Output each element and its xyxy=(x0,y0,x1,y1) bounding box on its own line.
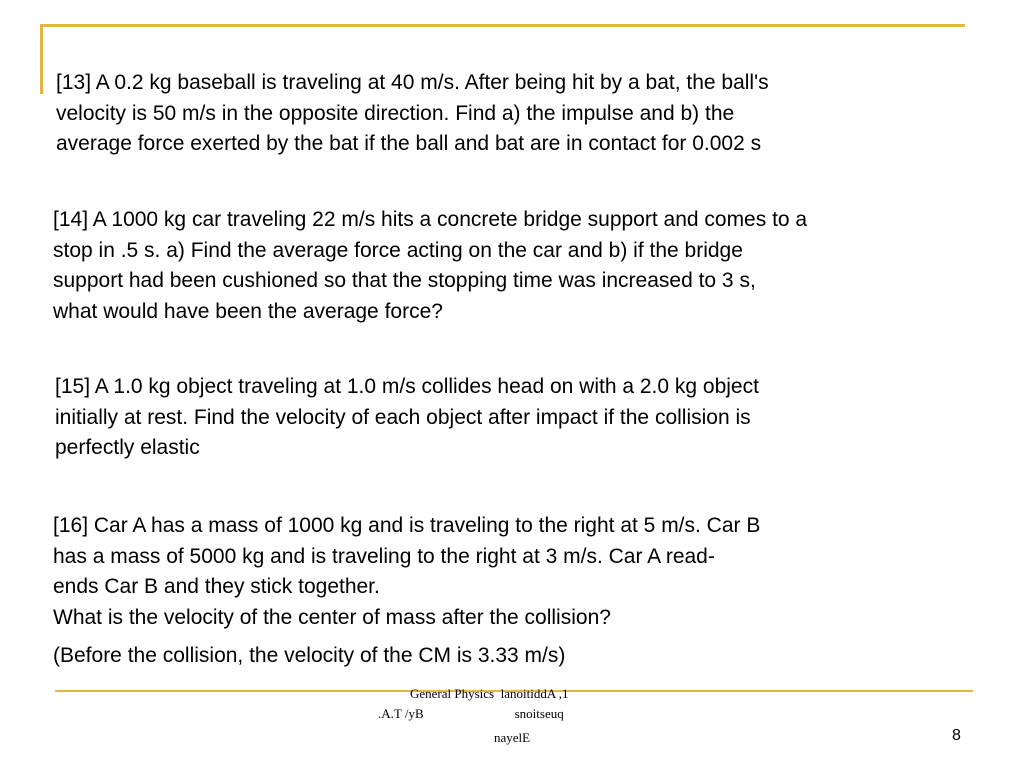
problem-14-line: what would have been the average force? xyxy=(53,299,443,323)
problem-14-line: stop in .5 s. a) Find the average force acting on the car and b) if the bridge xyxy=(53,238,743,262)
problem-16-note: (Before the collision, the velocity of the CM is 3.33 m/s) xyxy=(53,644,566,667)
top-accent-rule xyxy=(40,24,965,27)
problem-16-question: What is the velocity of the center of mass after the collision? xyxy=(53,606,611,629)
problem-14 xyxy=(53,205,807,327)
left-accent-rule xyxy=(40,24,43,94)
problem-16-line: [16] Car A has a mass of 1000 kg and is traveling to the right at 5 m/s. Car B xyxy=(53,514,761,537)
problem-15-line: perfectly elastic xyxy=(55,436,200,459)
problem-13-line: average force exerted by the bat if the ball and bat are in contact for 0.002 s xyxy=(56,132,762,155)
problem-16-line: ends Car B and they stick together. xyxy=(53,575,380,598)
problem-14-line: [14] A 1000 kg car traveling 22 m/s hits a concrete bridge support and comes to a xyxy=(53,208,808,231)
footer-line: nayelE xyxy=(494,730,531,745)
problem-15-line: initially at rest. Find the velocity of each object after impact if the collision is xyxy=(55,405,751,429)
problem-13-line: [13] A 0.2 kg baseball is traveling at 40 m/s. After being hit by a bat, the ball's xyxy=(56,71,769,94)
footer-line: General Physics lanoitiddA ,1 xyxy=(410,686,569,701)
problem-15-line: [15] A 1.0 kg object traveling at 1.0 m/s collides head on with a 2.0 kg object xyxy=(55,375,759,398)
problem-15 xyxy=(55,372,759,464)
problem-16-line: has a mass of 5000 kg and is traveling to the right at 3 m/s. Car A read- xyxy=(53,544,715,568)
page-number: 8 xyxy=(952,727,961,744)
problem-13-line: velocity is 50 m/s in the opposite direction. Find a) the impulse and b) the xyxy=(56,101,735,125)
problem-13 xyxy=(56,68,769,160)
footer-line: .A.T /yB snoitseuq xyxy=(378,706,564,721)
problem-16 xyxy=(53,511,760,603)
problem-14-line: support had been cushioned so that the stopping time was increased to 3 s, xyxy=(53,269,756,292)
